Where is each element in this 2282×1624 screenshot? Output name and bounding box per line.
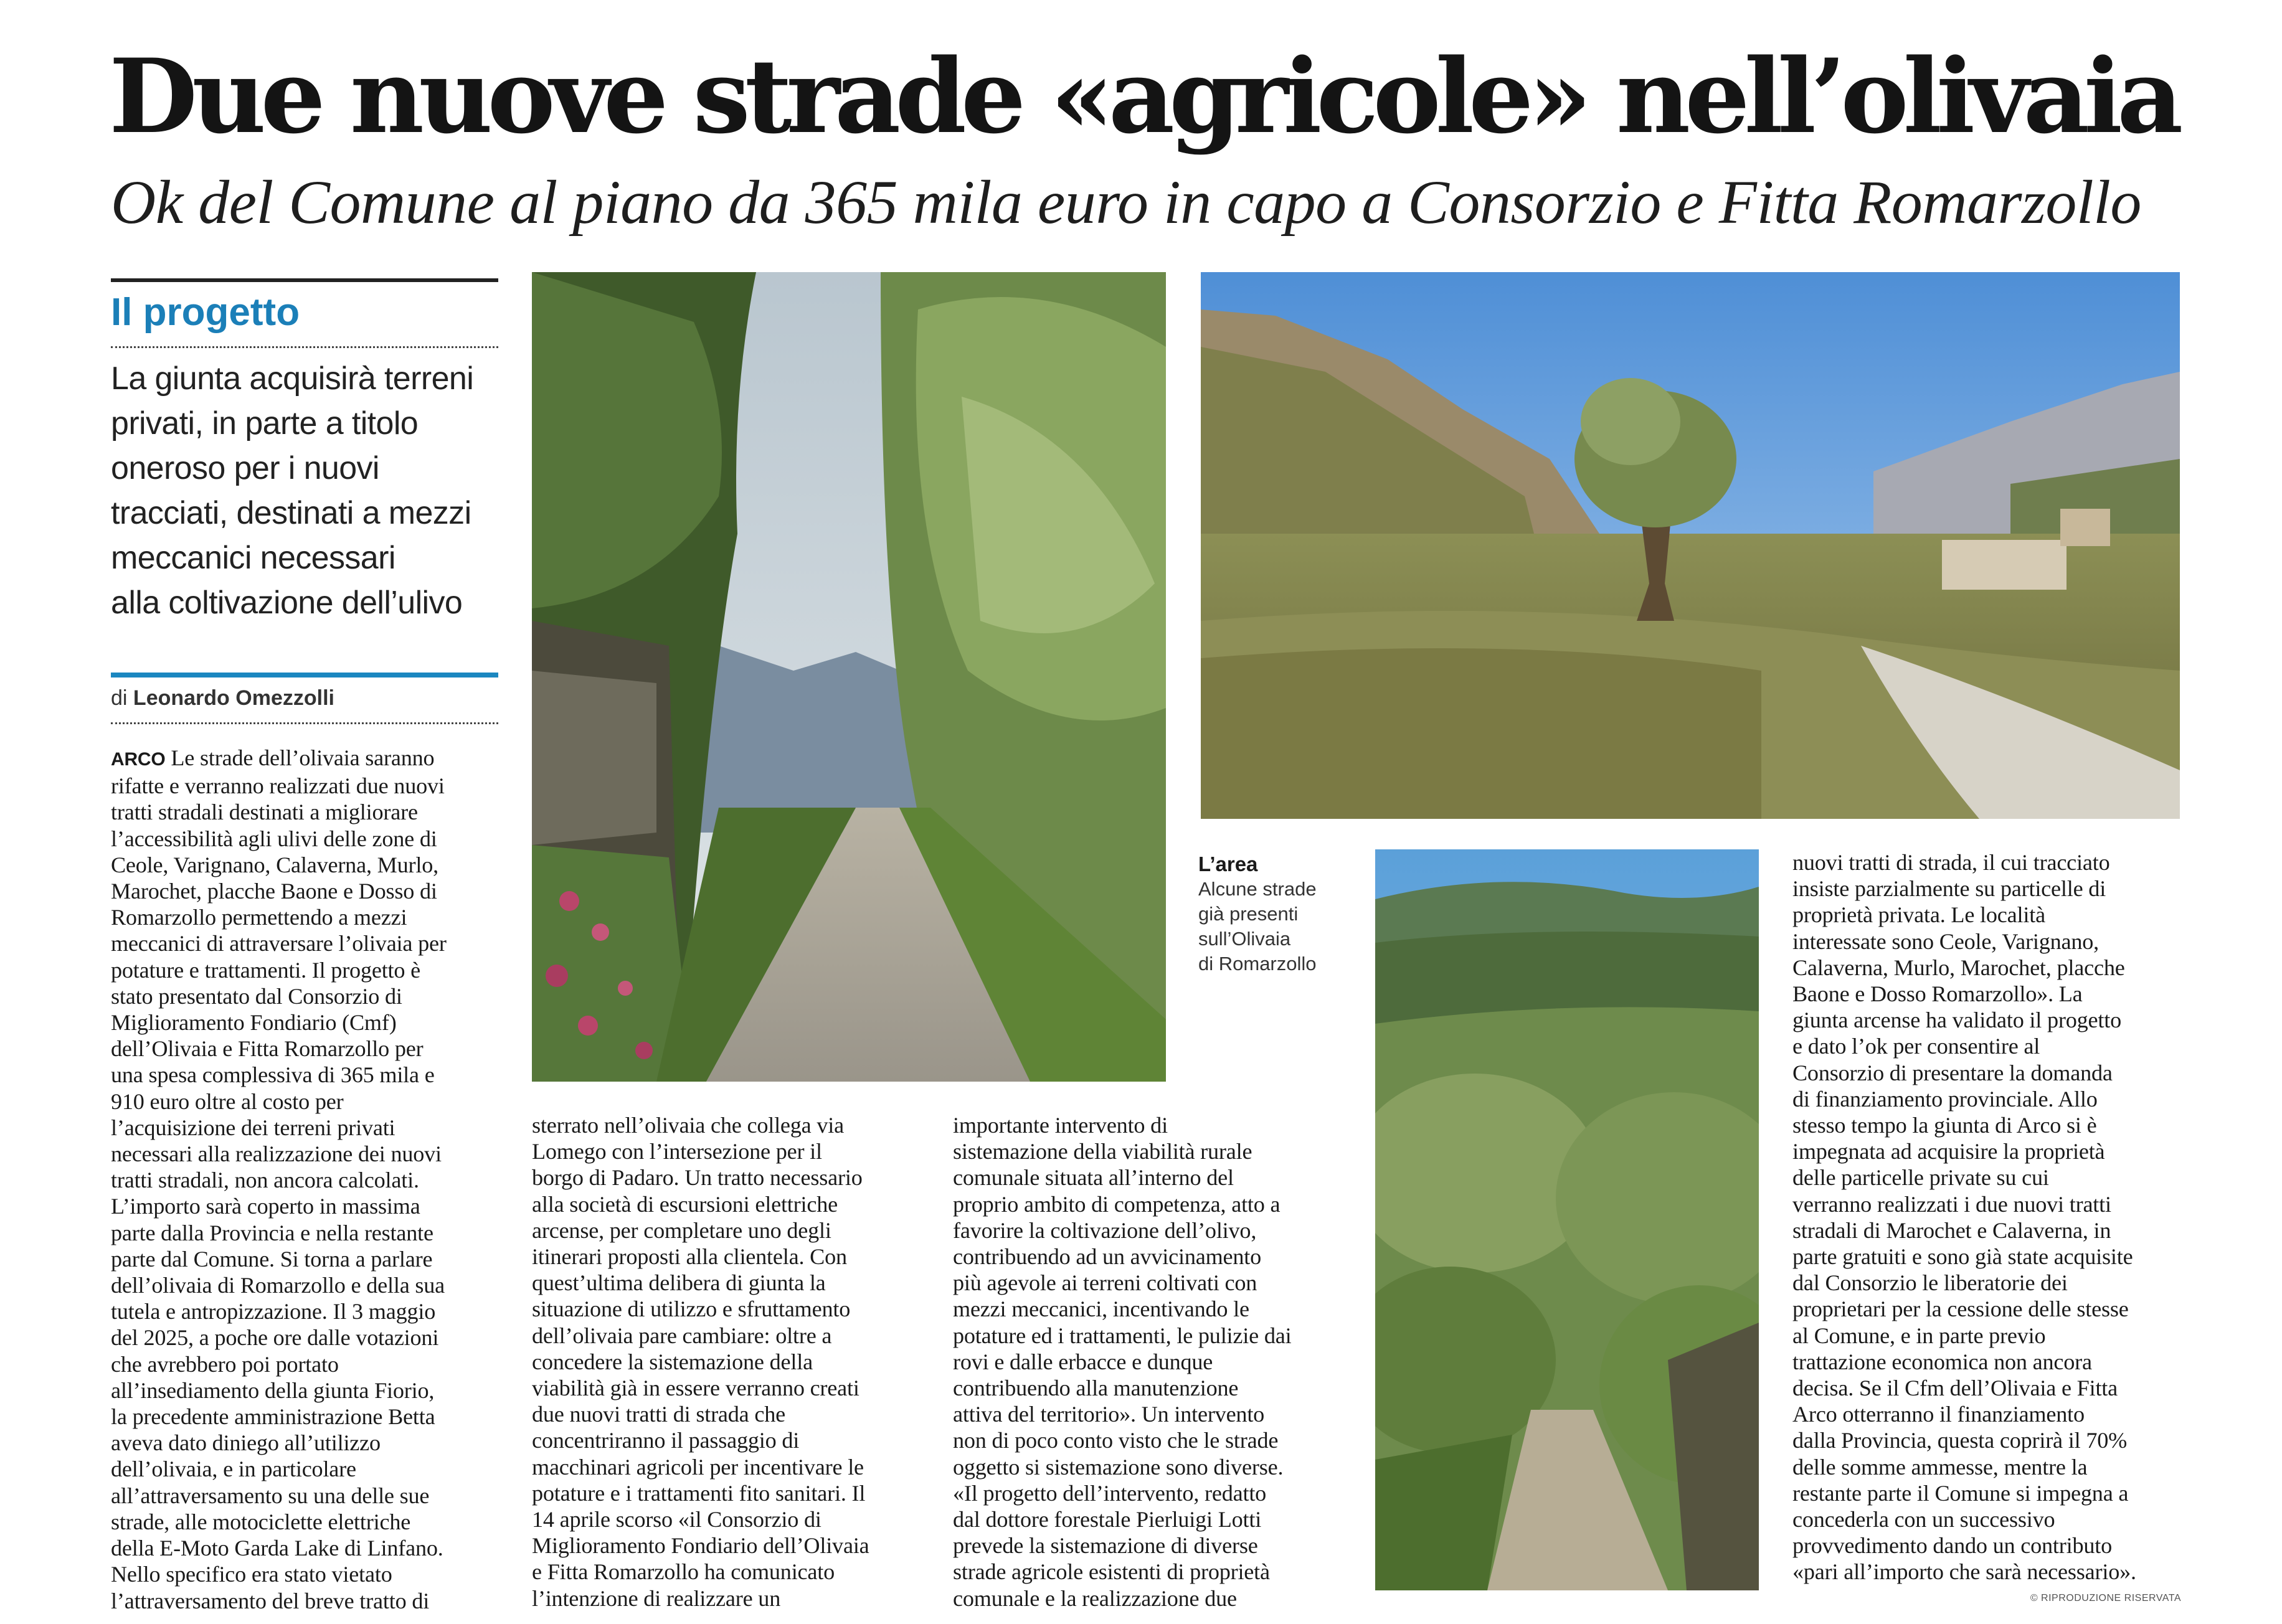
body-line: ARCO Le strade dell’olivaia saranno (111, 745, 435, 770)
body-line: contribuendo ad un avvicinamento (953, 1244, 1262, 1270)
body-line: meccanici di attraversare l’olivaia per (111, 931, 447, 956)
body-line: potature ed i trattamenti, le pulizie dai (953, 1323, 1292, 1348)
body-line: concederla con un successivo (1792, 1507, 2055, 1532)
body-line: Lomego con l’intersezione per il (532, 1139, 822, 1164)
sidebar-top-rule (111, 278, 498, 282)
headline: Due nuove strade «agricole» nell’olivaia (109, 36, 2178, 156)
body-line: delle somme ammesse, mentre la (1792, 1454, 2088, 1480)
body-line: quest’ultima delibera di giunta la (532, 1270, 826, 1296)
body-line: Arco otterranno il finanziamento (1792, 1402, 2085, 1427)
copyright-notice: © RIPRODUZIONE RISERVATA (2030, 1593, 2181, 1603)
sidebar-line: oneroso per i nuovi (111, 450, 379, 486)
body-line: viabilità già in essere verranno creati (532, 1376, 859, 1401)
body-line: dalla Provincia, questa coprirà il 70% (1792, 1428, 2128, 1453)
body-line: al Comune, e in parte previo (1792, 1323, 2046, 1348)
body-line: non di poco conto visto che le strade (953, 1428, 1279, 1453)
body-line: concedere la sistemazione della (532, 1349, 813, 1374)
body-line: interessate sono Ceole, Varignano, (1792, 928, 2099, 954)
body-line: tratti stradali destinati a migliorare (111, 800, 418, 825)
body-line: che avrebbero poi portato (111, 1351, 339, 1377)
body-line: all’insediamento della giunta Fiorio, (111, 1377, 435, 1403)
body-line: provvedimento dando un contributo (1792, 1533, 2112, 1559)
byline (111, 681, 497, 715)
body-line: impegnata ad acquisire la proprietà (1792, 1139, 2105, 1164)
body-line: nuovi tratti di strada, il cui tracciato (1792, 850, 2110, 875)
body-line: proprio ambito di competenza, atto a (953, 1191, 1281, 1217)
body-line: sistemazione della viabilità rurale (953, 1139, 1252, 1164)
body-line: all’attraversamento su una delle sue (111, 1483, 430, 1508)
body-line: dal Consorzio le liberatorie dei (1792, 1270, 2068, 1296)
body-line: Consorzio di presentare la domanda (1792, 1060, 2113, 1085)
subheadline: Ok del Comune al piano da 365 mila euro in capo a Consorzio e Fitta Romarzollo (111, 168, 2141, 237)
sidebar-dotted-rule (111, 346, 498, 348)
body-line: verranno realizzati i due nuovi tratti (1792, 1191, 2111, 1217)
sidebar-line: La giunta acquisirà terreni (111, 361, 474, 397)
body-line: «pari all’importo che sarà necessario». (1792, 1559, 2136, 1585)
body-line: L’importo sarà coperto in massima (111, 1194, 420, 1219)
caption-text (1198, 877, 1342, 976)
body-line: stradali di Marochet e Calaverna, in (1792, 1217, 2111, 1243)
body-line: arcense, per completare uno degli (532, 1217, 831, 1243)
body-line: proprietari per la cessione delle stesse (1792, 1296, 2129, 1322)
body-line: dell’olivaia di Romarzollo e della sua (111, 1273, 445, 1298)
body-line: necessari alla realizzazione dei nuovi (111, 1141, 442, 1167)
body-line: stesso tempo la giunta di Arco si è (1792, 1113, 2097, 1138)
body-line: una spesa complessiva di 365 mila e (111, 1062, 435, 1088)
body-line: situazione di utilizzo e sfruttamento (532, 1296, 851, 1322)
body-line: itinerari proposti alla clientela. Con (532, 1244, 847, 1270)
body-line: 910 euro oltre al costo per (111, 1088, 344, 1114)
sidebar-line: meccanici necessari (111, 540, 395, 576)
body-line: giunta arcense ha validato il progetto (1792, 1008, 2121, 1033)
body-line: parte dal Comune. Si torna a parlare (111, 1246, 433, 1272)
body-line: strade, alle motociclette elettriche (111, 1509, 411, 1534)
body-line: Baone e Dosso Romarzollo». La (1792, 981, 2083, 1007)
body-line: rifatte e verranno realizzati due nuovi (111, 773, 445, 799)
caption-title: L’area (1198, 852, 1258, 876)
body-line: rovi e dalle erbacce e dunque (953, 1349, 1213, 1374)
body-line: l’accessibilità agli ulivi delle zone di (111, 826, 437, 851)
byline-blue-rule (111, 673, 498, 677)
body-line: e dato l’ok per consentire al (1792, 1034, 2040, 1059)
body-line: contribuendo alla manutenzione (953, 1376, 1239, 1401)
body-line: potature e trattamenti. Il progetto è (111, 957, 421, 983)
sidebar-title: Il progetto (111, 291, 300, 334)
body-line: Marochet, placche Baone e Dosso di (111, 879, 437, 904)
byline-prefix: di (111, 686, 128, 710)
body-line: aveva dato diniego all’utilizzo (111, 1430, 381, 1456)
body-line: borgo di Padaro. Un tratto necessario (532, 1165, 863, 1191)
body-line: strade agricole esistenti di proprietà (953, 1559, 1270, 1585)
body-column-2 (532, 1112, 918, 1624)
body-line: stato presentato dal Consorzio di (111, 983, 402, 1009)
body-line: dell’Olivaia e Fitta Romarzollo per (111, 1036, 424, 1062)
body-line: potature e i trattamenti fito sanitari. Il (532, 1480, 866, 1506)
body-line: attiva del territorio». Un intervento (953, 1402, 1265, 1427)
body-line: Miglioramento Fondiario (Cmf) (111, 1010, 397, 1036)
caption-line: già presenti (1198, 903, 1299, 925)
body-line: Miglioramento Fondiario dell’Olivaia (532, 1533, 869, 1559)
body-line: e Fitta Romarzollo ha comunicato (532, 1559, 835, 1585)
sidebar-line: privati, in parte a titolo (111, 405, 419, 441)
body-line: dal dottore forestale Pierluigi Lotti (953, 1507, 1262, 1532)
body-line: delle particelle private su cui (1792, 1165, 2049, 1191)
body-line: restante parte il Comune si impegna a (1792, 1480, 2129, 1506)
caption-line: sull’Olivaia (1198, 928, 1291, 950)
body-line: comunale situata all’interno del (953, 1165, 1234, 1191)
dateline: ARCO (111, 749, 166, 770)
byline-dotted-rule (111, 722, 498, 724)
body-line: parte gratuiti e sono già state acquisite (1792, 1244, 2133, 1270)
body-line: due nuovi tratti di strada che (532, 1402, 786, 1427)
body-line: del 2025, a poche ore dalle votazioni (111, 1325, 439, 1351)
byline-author: Leonardo Omezzolli (133, 686, 334, 710)
body-line: della E-Moto Garda Lake di Linfano. (111, 1536, 443, 1561)
body-line: Nello specifico era stato vietato (111, 1562, 392, 1587)
body-line: dell’olivaia pare cambiare: oltre a (532, 1323, 832, 1348)
body-line: macchinari agricoli per incentivare le (532, 1454, 864, 1480)
body-line: l’attraversamento del breve tratto di (111, 1588, 430, 1613)
body-line: la precedente amministrazione Betta (111, 1404, 435, 1430)
caption-line: Alcune strade (1198, 878, 1317, 900)
sidebar-text (111, 356, 497, 630)
body-column-4 (1792, 849, 2179, 1624)
body-line: tratti stradali, non ancora calcolati. (111, 1168, 419, 1193)
body-line: l’intenzione di realizzare un (532, 1585, 781, 1611)
body-line: insiste parzialmente su particelle di (1792, 876, 2106, 902)
body-line: concentriranno il passaggio di (532, 1428, 800, 1453)
body-line: 14 aprile scorso «il Consorzio di (532, 1507, 821, 1532)
body-line: oggetto si sistemazione sono diverse. (953, 1454, 1284, 1480)
hillside-olive-grove-photo (1201, 272, 2180, 819)
sidebar-line: tracciati, destinati a mezzi (111, 495, 471, 531)
olive-grove-path-photo (532, 272, 1166, 1082)
body-column-3 (953, 1112, 1339, 1624)
body-line: alla società di escursioni elettriche (532, 1191, 838, 1217)
body-line: sterrato nell’olivaia che collega via (532, 1113, 844, 1138)
body-line: Romarzollo permettendo a mezzi (111, 905, 407, 930)
body-line: tutela e antropizzazione. Il 3 maggio (111, 1299, 436, 1324)
body-line: prevede la sistemazione di diverse (953, 1533, 1258, 1559)
body-line: favorire la coltivazione dell’olivo, (953, 1217, 1257, 1243)
body-line: mezzi meccanici, incentivando le (953, 1296, 1249, 1322)
body-line: di finanziamento provinciale. Allo (1792, 1086, 2098, 1112)
body-line: proprietà privata. Le località (1792, 902, 2045, 928)
body-line: decisa. Se il Cfm dell’Olivaia e Fitta (1792, 1376, 2118, 1401)
body-line: comunale e la realizzazione due (953, 1585, 1237, 1611)
sidebar-line: alla coltivazione dell’ulivo (111, 585, 463, 621)
body-line: parte dalla Provincia e nella restante (111, 1220, 433, 1245)
body-line: «Il progetto dell’intervento, redatto (953, 1480, 1267, 1506)
body-line: trattazione economica non ancora (1792, 1349, 2092, 1374)
body-column-1 (111, 745, 500, 1624)
body-line: più agevole ai terreni coltivati con (953, 1270, 1257, 1296)
body-line: Ceole, Varignano, Calaverna, Murlo, (111, 852, 438, 877)
body-line: l’acquisizione dei terreni privati (111, 1115, 395, 1140)
body-line: importante intervento di (953, 1113, 1168, 1138)
olive-trees-road-photo (1375, 849, 1759, 1590)
caption-line: di Romarzollo (1198, 953, 1317, 975)
body-line: dell’olivaia, e in particolare (111, 1456, 356, 1482)
body-line: Calaverna, Murlo, Marochet, placche (1792, 955, 2125, 980)
